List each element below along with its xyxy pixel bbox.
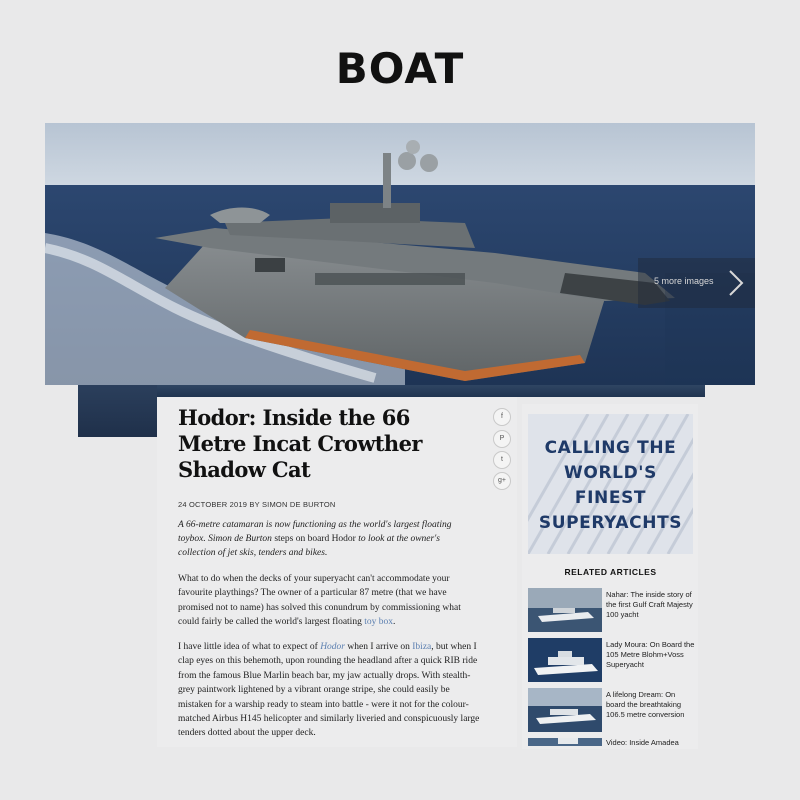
advertisement-banner[interactable] [528,414,693,554]
facebook-share-icon[interactable]: f [493,408,511,426]
hero-image-extension [157,385,705,397]
ad-line: FINEST [574,488,647,508]
more-images-button[interactable] [638,258,755,308]
standfirst-text: steps on board Hodor [271,534,359,544]
related-article-title: Lady Moura: On Board the 105 Metre Blohm+Voss Superyacht [606,640,695,669]
article-paragraph [178,572,483,630]
related-article-item[interactable] [528,588,698,632]
hero-image-extension [78,385,157,437]
related-article-thumbnail [528,688,602,732]
google-plus-share-icon[interactable]: g+ [493,472,511,490]
related-article-thumbnail [528,588,602,632]
hodor-link[interactable]: Hodor [320,642,345,652]
ad-headline [528,436,693,536]
standfirst-text: A 66-metre catamaran is now functioning as the world's largest floating toybox. Simon de Burton [178,520,452,544]
paragraph-text: , but when I clap eyes on this behemoth, upon rounding the headland after a quick RIB ride from the famous Blue Marlin beach bar, my jaw actually drops. With stealth-grey paintwork lightened by a vibrant orange stripe, she could easily be mistaken for a warship ready to steam into battle - were it not for the colour-matched Airbus H145 helicopter and similarly liveried and conspicuously large tenders dotted about the upper deck. [178,642,480,739]
related-article-item[interactable] [528,738,698,746]
related-article-thumbnail [528,638,602,682]
related-article-item[interactable] [528,638,698,682]
related-article-item[interactable] [528,688,698,732]
standfirst-text: to look at the owner's collection of jet skis, tenders and bikes. [178,534,440,558]
more-images-label: 5 more images [654,276,714,286]
related-article-thumbnail [528,738,602,746]
related-article-title: Video: Inside Amadea [606,738,679,746]
ibiza-link[interactable]: Ibiza [412,642,432,652]
paragraph-text: when I arrive on [345,642,413,652]
ad-line: SUPERYACHTS [538,513,683,533]
related-article-title: A lifelong Dream: On board the breathtaking 106.5 metre conversion [606,690,685,719]
twitter-share-icon[interactable]: t [493,451,511,469]
ad-line: CALLING THE [544,438,677,458]
paragraph-text: . [392,617,396,628]
pinterest-share-icon[interactable]: P [493,430,511,448]
site-logo[interactable]: BOAT [335,44,465,93]
ad-line: WORLD'S [564,463,657,483]
paragraph-text: What to do when the decks of your superyacht can't accommodate your favourite playthings? The owner of a particular 87 metre (that we have promised not to name) has solved this conundrum by commissioning what could fairly be called the world's largest floating [178,574,461,628]
related-article-title: Nahar: The inside story of the first Gulf Craft Majesty 100 yacht [606,590,693,619]
hero-image[interactable] [45,123,755,385]
related-articles-heading: RELATED ARTICLES [564,567,657,577]
paragraph-text: I have little idea of what to expect of [178,642,321,652]
toy-box-link[interactable]: toy box [364,617,393,628]
chevron-right-icon [726,268,746,298]
article-standfirst [178,518,478,560]
article-title: Hodor: Inside the 66 Metre Incat Crowther Shadow Cat [178,405,422,482]
article-byline: 24 OCTOBER 2019 BY SIMON DE BURTON [178,500,336,509]
article-paragraph [178,640,483,741]
